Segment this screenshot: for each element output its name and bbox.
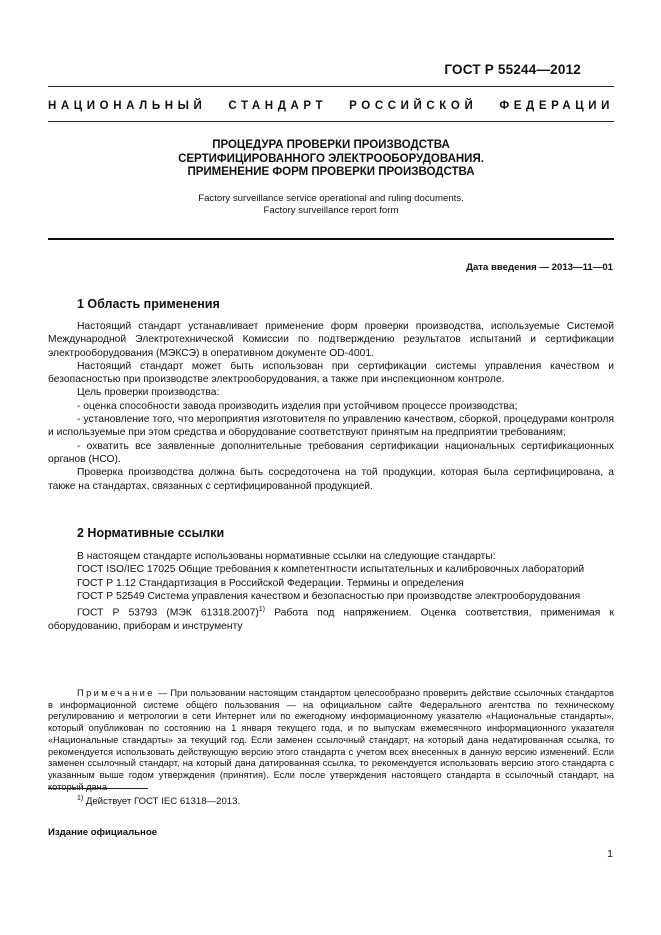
introduction-date: Дата введения — 2013—11—01 <box>466 262 613 273</box>
section-2-heading: 2 Нормативные ссылки <box>77 526 225 540</box>
section-1-heading: 1 Область применения <box>77 297 220 311</box>
edition-label: Издание официальное <box>48 827 158 838</box>
section-1-body <box>48 320 614 493</box>
list-item: - установление того, что мероприятия изготовителя по управлению качеством, сборкой, процедурами контроля и используемые при этом средства и оборудование соответствуют принятым на предприятии требованиям; <box>48 414 614 439</box>
reference-item: ГОСТ Р 1.12 Стандартизация в Российской Федерации. Термины и определения <box>77 577 464 589</box>
footnote <box>77 795 240 807</box>
page-number: 1 <box>607 848 613 860</box>
paragraph: Настоящий стандарт устанавливает применение форм проверки производства, используемые Системой Международной Электротехнической Комиссии по подтверждению результатов испытаний и сертификации электрооборудования (МЭКСЭ) в оперативном документе OD-4001. <box>48 321 614 359</box>
title-line: ПРИМЕНЕНИЕ ФОРМ ПРОВЕРКИ ПРОИЗВОДСТВА <box>187 166 475 178</box>
national-standard-banner: НАЦИОНАЛЬНЫЙ СТАНДАРТ РОССИЙСКОЙ ФЕДЕРАЦИИ <box>48 100 614 112</box>
list-item: - оценка способности завода производить изделия при устойчивом процессе производства; <box>77 400 518 412</box>
note-text: — При пользовании настоящим стандартом целесообразно проверить действие ссылочных стандартов в информационной системе общего пользования — на официальном сайте Федерального агентства по техническому регулированию и метрологии в сети Интернет или по ежегодному информационному указателю «Национальные стандарты», который опубликован по состоянию на 1 января текущего года, и по выпускам ежемесячного информационного указателя «Национальные стандарты» за текущий год. Если заменен ссылочный стандарт, на который дана недатированная ссылка, то рекомендуется использовать действующую версию этого стандарта с учетом всех внесенных в данную версию изменений. Если заменен ссылочный стандарт, на который дана датированная ссылка, то рекомендуется использовать версию этого стандарта с указанным выше годом утверждения (принятия). Если после утверждения настоящего стандарта в ссылочный стандарт, на который дана <box>48 688 614 792</box>
paragraph: Цель проверки производства: <box>77 387 220 399</box>
reference-item <box>48 603 614 633</box>
english-title-line: Factory surveillance report form <box>263 205 399 216</box>
list-item: - охватить все заявленные дополнительные требования сертификации национальных сертификационных органов (НСО). <box>48 440 614 465</box>
english-title-line: Factory surveillance service operational and ruling documents. <box>198 193 464 204</box>
english-title <box>48 193 614 217</box>
section-2-body <box>48 550 614 633</box>
document-title <box>48 139 614 180</box>
paragraph: Проверка производства должна быть сосредоточена на той продукции, которая была сертифицирована, а также на стандартах, связанных с сертифицированной продукцией. <box>48 467 614 492</box>
note <box>48 688 614 793</box>
document-number: ГОСТ Р 55244—2012 <box>444 62 581 77</box>
header-divider <box>48 86 614 87</box>
title-divider <box>48 238 614 240</box>
footnote-marker: 1) <box>258 606 265 614</box>
reference-text: Работа под напряжением. Оценка соответствия, применимая к оборудованию, приборам и инструменту <box>48 607 614 632</box>
paragraph: В настоящем стандарте использованы нормативные ссылки на следующие стандарты: <box>77 551 496 562</box>
title-line: СЕРТИФИЦИРОВАННОГО ЭЛЕКТРООБОРУДОВАНИЯ. <box>178 152 484 165</box>
paragraph: Настоящий стандарт может быть использован при сертификации системы управления качеством и безопасностью при производстве электрооборудования, а также при инспекционном контроле. <box>48 360 614 386</box>
reference-code: ГОСТ Р 53793 (МЭК 61318.2007) <box>77 607 259 619</box>
footnote-divider <box>48 788 148 789</box>
title-line: ПРОЦЕДУРА ПРОВЕРКИ ПРОИЗВОДСТВА <box>212 139 450 151</box>
reference-item: ГОСТ Р 52549 Система управления качеством и безопасностью при производстве электрооборудования <box>77 590 581 602</box>
banner-divider <box>48 121 614 122</box>
reference-item: ГОСТ ISO/IEC 17025 Общие требования к компетентности испытательных и калибровочных лабораторий <box>77 564 585 576</box>
footnote-text: Действует ГОСТ IEC 61318—2013. <box>85 796 241 808</box>
footnote-marker: 1) <box>77 795 84 802</box>
note-label: Примечание <box>77 688 155 698</box>
